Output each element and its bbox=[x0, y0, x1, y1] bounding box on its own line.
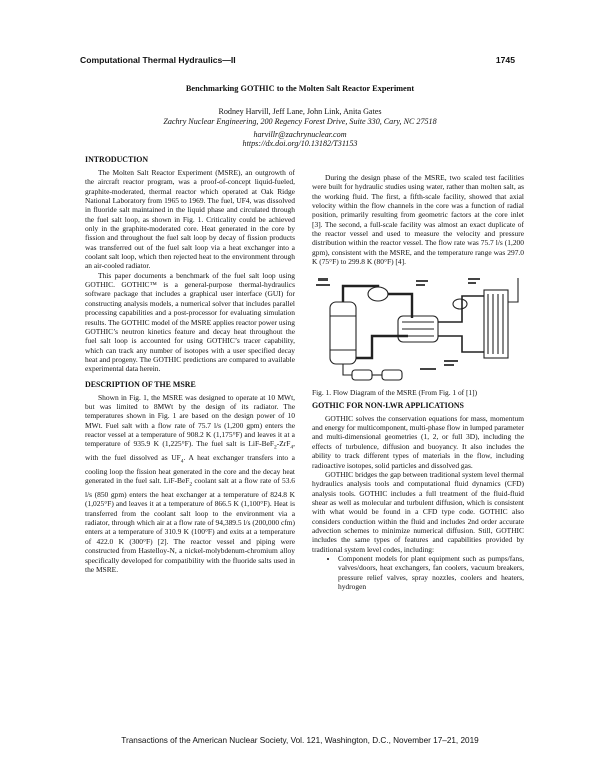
author-email: harvillr@zachrynuclear.com bbox=[253, 129, 347, 139]
right-column bbox=[312, 173, 524, 591]
footer-citation: Transactions of the American Nuclear Society, Vol. 121, Washington, D.C., November 17–21, 2019 bbox=[121, 736, 479, 745]
running-header-section: Computational Thermal Hydraulics—II bbox=[80, 55, 236, 65]
drain-tank-2-shape bbox=[382, 370, 402, 380]
intro-paragraph-2: This paper documents a benchmark of the fuel salt loop using GOTHIC. GOTHIC™ is a general-purpose thermal-hydraulics software package that includes a graphical user interface (GUI) for constructing analysis models, a numerical solver that includes parallel processing capabilities and a post-processor for evaluating simulation results. The GOTHIC model of the MSRE applies reactor power using GOTHIC’s neutron kinetics feature and decay heat throughout the fuel salt loop is accounted for using GOTHIC’s tracer capability, which can track any number of isotopes with a user specified decay heat and progeny. The GOTHIC predictions are compared to available experimental data herein. bbox=[85, 270, 295, 374]
drain-tank-shape bbox=[352, 370, 372, 380]
author-names: Rodney Harvill, Jeff Lane, John Link, Anita Gates bbox=[218, 107, 382, 116]
intro-paragraph-1: The Molten Salt Reactor Experiment (MSRE), an outgrowth of the aircraft reactor program, was a proof-of-concept liquid-fueled, graphite-moderated, thermal reactor which operated at Oak Ridge National Laboratory from 1965 to 1969. The fuel, UF4, was dissolved in fluoride salt maintained in the liquid phase and circulated through the fuel salt loop, as shown in Fig. 1. Criticality could be achieved only in the graphite-moderated core. Heat generated in the core by fission and throughout the fuel salt loop by decay of fission products was transferred out of the fuel salt loop via a heat exchanger into a coolant salt loop, which then rejected heat to the environment through an air-cooled radiator. bbox=[85, 168, 295, 271]
list-item: • Component models for plant equipment such as pumps/fans, valves/doors, heat exchangers, fan coolers, vacuum breakers, pressure relief valves, spray nozzles, coolers and heaters, hydrogen bbox=[338, 554, 524, 591]
author-block bbox=[0, 107, 600, 148]
flow-diagram-image bbox=[312, 272, 524, 384]
reactor-vessel-shape bbox=[330, 302, 356, 364]
description-paragraph: Shown in Fig. 1, the MSRE was designed to operate at 10 MWt, but was limited to 8MWt by the design of its radiator. The temperatures shown in Fig. 1 are based on the design power of 10 MWt. Fuel salt with a flow rate of 75.7 l/s (1,200 gpm) enters the reactor vessel at a temperature of 908.2 K (1,175°F) and leaves it at a temperature of 935.9 K (1,225°F). The fuel salt is LiF-BeF$_2$-ZrF$_4$, with the fuel dissolved as $UF_4$. A heat exchanger transfers into a cooling loop the fission heat generated in the core and the decay heat generated in the fuel salt. LiF-BeF$_2$ coolant salt at a flow rate of 53.6 l/s (850 gpm) enters the heat exchanger at a temperature of 824.8 K (1,025°F) and leaves it at a temperature of 866.5 K (1,100°F). Heat is transferred from the coolant salt loop to the environment via a radiator, through which air at a flow rate of 94,389.5 l/s (200,000 cfm) enters at a temperature of 310.9 K (100°F) and exits at a temperature of 422.0 K (300°F) [2]. The reactor vessel and piping were constructed from Hastelloy-N, a nickel-molybdenum-chromium alloy specifically developed for compatibility with the fluoride salts used in the MSRE. bbox=[85, 392, 295, 574]
page-number: 1745 bbox=[495, 55, 515, 65]
fuel-pump-shape bbox=[368, 287, 388, 301]
applications-paragraph-1: GOTHIC solves the conservation equations for mass, momentum and energy for multicomponent, multi-phase flow in lumped parameter and multi-dimensional geometries (1, 2, or full 3D), including the effects of turbulence, diffusion and buoyancy. It also includes the ability to track different types of materials in the flow, including radioactive isotopes, solid particles and dissolved gas. bbox=[312, 413, 524, 470]
doi-link[interactable]: https://dx.doi.org/10.13182/T31153 bbox=[242, 138, 358, 148]
figure-1-flow-diagram bbox=[312, 272, 524, 384]
right-paragraph-1: During the design phase of the MSRE, two scaled test facilities were built for hydraulic studies using water, rather than molten salt, as the working fluid. The first, a fifth-scale facility, showed that axial velocity within the flow channels in the core was a function of radial position, primarily resulting from geometric factors at the core inlet [3]. The second, a full-scale facility was almost an exact duplicate of the reactor vessel and used to measure the velocity and pressure distribution within the reactor vessel. The flow rate was 75.7 l/s (1,200 gpm), consistent with the MSRE, and the temperature range was 297.0 K (75°F) to 299.8 K (80°F) [4]. bbox=[312, 173, 524, 267]
feature-list bbox=[312, 554, 524, 591]
left-column bbox=[85, 155, 295, 574]
applications-heading: GOTHIC FOR NON-LWR APPLICATIONS bbox=[312, 400, 464, 410]
description-heading: DESCRIPTION OF THE MSRE bbox=[85, 379, 196, 389]
applications-paragraph-2: GOTHIC bridges the gap between traditional system level thermal hydraulics analysis tools and computational fluid dynamics (CFD) analysis tools. GOTHIC includes a full treatment of the fluid-fluid shear as well as molecular and turbulent diffusion, which is consistent with what would be found in a CFD type code. GOTHIC also considers conduction within the fluid and includes 2nd order accurate advection schemes to minimize numerical diffusion. Still, GOTHIC includes the same types of features and capabilities provided by traditional system level codes, including: bbox=[312, 469, 524, 554]
paper-title: Benchmarking GOTHIC to the Molten Salt Reactor Experiment bbox=[185, 84, 415, 93]
intro-heading: INTRODUCTION bbox=[85, 155, 149, 164]
figure-1-caption: Fig. 1. Flow Diagram of the MSRE (From Fig. 1 of [1]) bbox=[312, 388, 478, 398]
affiliation: Zachry Nuclear Engineering, 200 Regency Forest Drive, Suite 330, Cary, NC 27518 bbox=[163, 117, 437, 127]
coolant-pump-shape bbox=[453, 299, 467, 309]
